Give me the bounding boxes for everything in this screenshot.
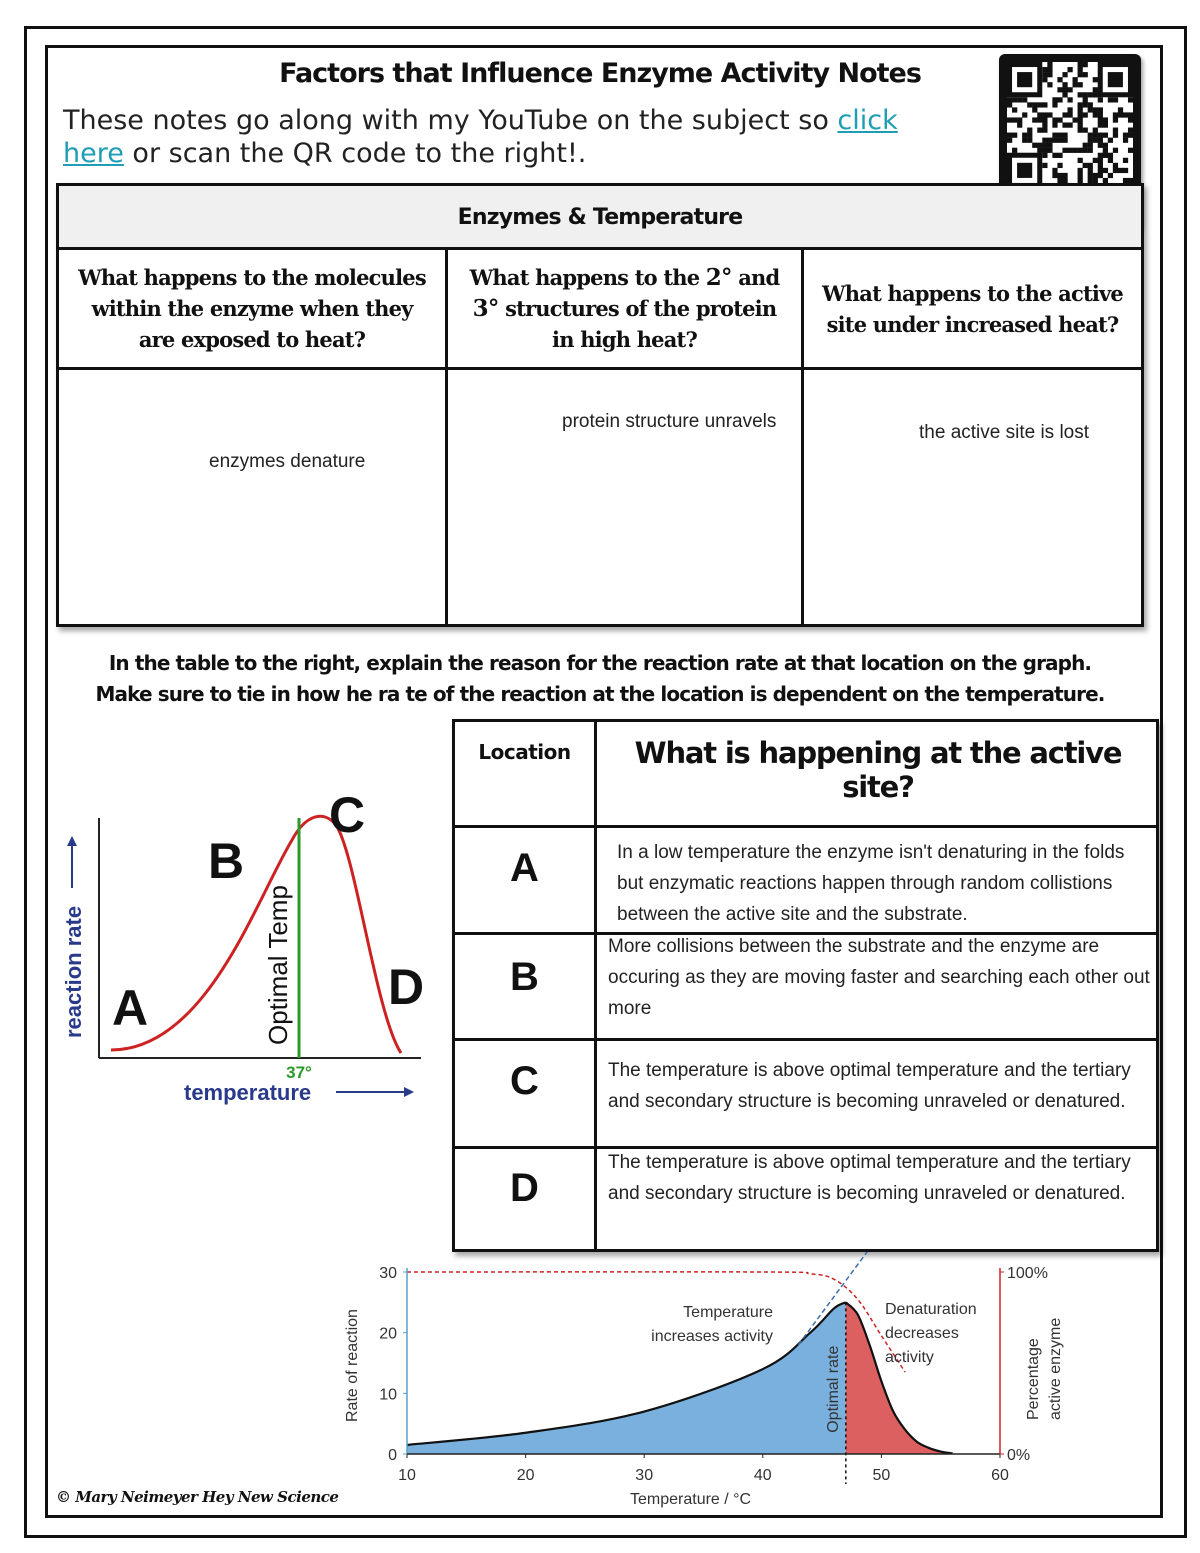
qr-module xyxy=(1012,148,1017,153)
qr-module xyxy=(1123,133,1128,138)
qr-module xyxy=(1098,163,1103,168)
question-molecules: What happens to the molecules within the enzyme when they are exposed to heat? xyxy=(59,250,445,370)
qr-module xyxy=(1052,168,1057,173)
row-divider xyxy=(455,1038,1156,1041)
right-axis-title-line1: Percentage xyxy=(1025,1338,1042,1420)
qr-module xyxy=(1088,143,1093,148)
temperature-table xyxy=(56,183,1144,627)
qr-module xyxy=(1052,173,1057,178)
qr-finder-center xyxy=(1017,163,1032,178)
x-tick-label: 40 xyxy=(753,1467,772,1484)
qr-module xyxy=(1047,143,1052,148)
qr-module xyxy=(1113,148,1118,153)
answer-structures[interactable]: protein structure unravels xyxy=(562,411,777,432)
qr-module xyxy=(1093,77,1098,82)
x-tick-label: 10 xyxy=(398,1467,416,1484)
y-axis-label: reaction rate xyxy=(61,905,86,1038)
qr-module xyxy=(1093,112,1098,117)
optimal-value-label: 37° xyxy=(286,1063,312,1082)
qr-module xyxy=(1108,173,1113,178)
qr-module xyxy=(1012,107,1017,112)
qr-module xyxy=(1128,97,1133,102)
qr-module xyxy=(1098,138,1103,143)
qr-module xyxy=(1017,117,1022,122)
qr-module xyxy=(1037,148,1042,153)
qr-module xyxy=(1062,87,1067,92)
y-tick-label: 20 xyxy=(379,1325,397,1343)
qr-module xyxy=(1067,107,1072,112)
location-d: D xyxy=(510,1166,539,1210)
qr-module xyxy=(1083,97,1088,102)
click-link[interactable]: click xyxy=(837,105,898,136)
question-text: structures of the protein in high heat? xyxy=(498,296,777,352)
qr-module xyxy=(1032,143,1037,148)
x-tick-label: 50 xyxy=(872,1467,891,1484)
active-site-header: What is happening at the active site? xyxy=(634,736,1122,804)
qr-finder-center xyxy=(1017,72,1032,87)
qr-module xyxy=(1093,173,1098,178)
location-header: Location xyxy=(478,740,571,764)
qr-module xyxy=(1062,173,1067,178)
qr-module xyxy=(1027,138,1032,143)
point-d-label: D xyxy=(388,959,425,1015)
qr-module xyxy=(1067,67,1072,72)
qr-module xyxy=(1103,117,1108,122)
qr-module xyxy=(1042,117,1047,122)
y-tick-label: 0 xyxy=(388,1447,397,1464)
qr-module xyxy=(1042,153,1047,158)
qr-module xyxy=(1098,112,1103,117)
qr-module xyxy=(1083,92,1088,97)
qr-module xyxy=(1093,128,1098,133)
qr-module xyxy=(1062,133,1067,138)
qr-module xyxy=(1103,148,1108,153)
qr-code-image xyxy=(1007,62,1133,188)
qr-module xyxy=(1093,138,1098,143)
qr-module xyxy=(1062,82,1067,87)
qr-module xyxy=(1108,153,1113,158)
qr-module xyxy=(1078,122,1083,127)
qr-module xyxy=(1098,153,1103,158)
qr-module xyxy=(1113,97,1118,102)
point-c-label: C xyxy=(329,787,366,843)
qr-module xyxy=(1057,163,1062,168)
qr-module xyxy=(1017,122,1022,127)
annotation-denature-line2: decreases xyxy=(885,1325,959,1342)
intro-after: or scan the QR code to the right!. xyxy=(123,138,587,169)
qr-module xyxy=(1083,148,1088,153)
qr-module xyxy=(1093,87,1098,92)
x-tick-label: 30 xyxy=(635,1467,654,1484)
qr-module xyxy=(1088,92,1093,97)
qr-module xyxy=(1047,67,1052,72)
qr-module xyxy=(1088,138,1093,143)
point-a-label: A xyxy=(112,980,149,1036)
qr-module xyxy=(1113,133,1118,138)
qr-module xyxy=(1078,158,1083,163)
qr-module xyxy=(1128,112,1133,117)
qr-module xyxy=(1088,107,1093,112)
y-axis-title: Rate of reaction xyxy=(344,1309,361,1422)
qr-module xyxy=(1113,117,1118,122)
qr-module xyxy=(1022,138,1027,143)
qr-module xyxy=(1078,82,1083,87)
qr-module xyxy=(1098,168,1103,173)
qr-module xyxy=(1042,102,1047,107)
qr-module xyxy=(1057,138,1062,143)
qr-module xyxy=(1032,102,1037,107)
qr-module xyxy=(1078,117,1083,122)
qr-module xyxy=(1047,148,1052,153)
qr-module xyxy=(1098,107,1103,112)
row-b-text[interactable]: More collisions between the substrate and the enzyme are occuring as they are moving faster and searching each other out more xyxy=(608,936,1150,1019)
qr-module xyxy=(1093,92,1098,97)
qr-module xyxy=(1042,138,1047,143)
qr-module xyxy=(1027,133,1032,138)
qr-module xyxy=(1128,117,1133,122)
qr-module xyxy=(1037,143,1042,148)
qr-module xyxy=(1098,143,1103,148)
qr-module xyxy=(1073,148,1078,153)
row-divider xyxy=(455,825,1156,828)
qr-module xyxy=(1098,97,1103,102)
row-c-text[interactable]: The temperature is above optimal temperature and the tertiary and secondary structure is becoming unraveled or denatured. xyxy=(608,1060,1131,1112)
qr-module xyxy=(1093,107,1098,112)
qr-module xyxy=(1123,138,1128,143)
qr-module xyxy=(1118,112,1123,117)
qr-module xyxy=(1047,72,1052,77)
qr-module xyxy=(1022,97,1027,102)
page-title: Factors that Influence Enzyme Activity Notes xyxy=(279,58,921,89)
qr-module xyxy=(1057,153,1062,158)
qr-module xyxy=(1007,97,1012,102)
qr-module xyxy=(1047,112,1052,117)
qr-module xyxy=(1103,153,1108,158)
qr-module xyxy=(1052,153,1057,158)
qr-module xyxy=(1042,112,1047,117)
qr-module xyxy=(1088,173,1093,178)
qr-module xyxy=(1012,97,1017,102)
x-axis-arrowhead xyxy=(404,1087,414,1097)
qr-finder-center xyxy=(1108,72,1123,87)
qr-module xyxy=(1083,102,1088,107)
qr-module xyxy=(1057,77,1062,82)
qr-module xyxy=(1088,148,1093,153)
qr-module xyxy=(1088,168,1093,173)
qr-module xyxy=(1047,62,1052,67)
qr-module xyxy=(1083,62,1088,67)
qr-module xyxy=(1093,133,1098,138)
qr-module xyxy=(1037,117,1042,122)
qr-module xyxy=(1017,97,1022,102)
qr-module xyxy=(1037,128,1042,133)
qr-module xyxy=(1032,117,1037,122)
qr-module xyxy=(1052,138,1057,143)
qr-module xyxy=(1022,112,1027,117)
qr-module xyxy=(1083,128,1088,133)
qr-module xyxy=(1078,92,1083,97)
qr-module xyxy=(1083,143,1088,148)
qr-module xyxy=(1098,133,1103,138)
qr-module xyxy=(1007,102,1012,107)
qr-module xyxy=(1118,168,1123,173)
qr-module xyxy=(1057,133,1062,138)
rising-rate-area xyxy=(407,1302,846,1454)
qr-module xyxy=(1057,117,1062,122)
qr-module xyxy=(1088,133,1093,138)
qr-module xyxy=(1007,117,1012,122)
qr-module xyxy=(1062,122,1067,127)
question-text: What happens to the xyxy=(469,265,706,290)
qr-module xyxy=(1073,77,1078,82)
qr-module xyxy=(1032,107,1037,112)
qr-module xyxy=(1113,128,1118,133)
qr-module xyxy=(1123,168,1128,173)
annotation-denature-line3: activity xyxy=(885,1349,934,1366)
qr-module xyxy=(1042,163,1047,168)
qr-module xyxy=(1103,122,1108,127)
qr-module xyxy=(1093,158,1098,163)
qr-module xyxy=(1012,133,1017,138)
instructions-line1: In the table to the right, explain the reason for the reaction rate at that location on the graph. xyxy=(108,651,1092,675)
qr-module xyxy=(1078,168,1083,173)
qr-module xyxy=(1047,138,1052,143)
y-axis-arrowhead xyxy=(67,836,77,846)
optimal-rate-label: Optimal rate xyxy=(824,1345,842,1433)
qr-module xyxy=(1042,143,1047,148)
x-axis-label: temperature xyxy=(184,1080,312,1105)
qr-module xyxy=(1078,128,1083,133)
row-d-text[interactable]: The temperature is above optimal temperature and the tertiary and secondary structure is becoming unraveled or denatured. xyxy=(608,1152,1131,1204)
qr-module xyxy=(1083,72,1088,77)
qr-module xyxy=(1108,158,1113,163)
qr-module xyxy=(1098,122,1103,127)
qr-module xyxy=(1062,92,1067,97)
qr-module xyxy=(1123,158,1128,163)
qr-module xyxy=(1088,102,1093,107)
qr-module xyxy=(1052,133,1057,138)
here-link[interactable]: here xyxy=(63,138,124,169)
qr-module xyxy=(1042,77,1047,82)
qr-module xyxy=(1103,143,1108,148)
temperature-table-heading: Enzymes & Temperature xyxy=(59,186,1141,250)
annotation-increase-line1: Temperature xyxy=(683,1304,773,1321)
y-tick-label: 30 xyxy=(379,1265,397,1282)
qr-module xyxy=(1062,138,1067,143)
y-tick-label: 10 xyxy=(379,1386,397,1404)
qr-module xyxy=(1042,128,1047,133)
qr-module xyxy=(1067,112,1072,117)
qr-module xyxy=(1042,72,1047,77)
instructions-line2: Make sure to tie in how he ra te of the reaction at the location is dependent on the temperature. xyxy=(95,682,1105,706)
qr-module xyxy=(1083,163,1088,168)
x-tick-label: 20 xyxy=(516,1467,535,1484)
location-b: B xyxy=(510,955,539,999)
qr-module xyxy=(1057,173,1062,178)
question-secondary: 2° xyxy=(705,264,732,291)
question-active-site: What happens to the active site under increased heat? xyxy=(804,250,1141,370)
location-a: A xyxy=(510,846,539,890)
qr-module xyxy=(1073,82,1078,87)
intro-text xyxy=(63,104,963,170)
qr-module xyxy=(1078,107,1083,112)
qr-module xyxy=(1113,168,1118,173)
qr-module xyxy=(1067,148,1072,153)
qr-module xyxy=(1073,117,1078,122)
question-tertiary: 3° xyxy=(472,295,499,322)
rate-temperature-chart xyxy=(330,1252,1090,1512)
answer-molecules[interactable]: enzymes denature xyxy=(209,451,366,472)
qr-module xyxy=(1007,133,1012,138)
qr-module xyxy=(1062,112,1067,117)
qr-module xyxy=(1078,72,1083,77)
qr-module xyxy=(1088,163,1093,168)
intro-before: These notes go along with my YouTube on the subject so xyxy=(63,105,838,136)
right-tick-label: 0% xyxy=(1007,1447,1031,1464)
qr-module xyxy=(1027,102,1032,107)
qr-module xyxy=(1108,97,1113,102)
rate-curve xyxy=(111,816,401,1053)
qr-module xyxy=(1108,138,1113,143)
qr-module xyxy=(1083,112,1088,117)
qr-module xyxy=(1078,148,1083,153)
annotation-increase-line2: increases activity xyxy=(651,1328,773,1345)
qr-module xyxy=(1052,102,1057,107)
qr-module xyxy=(1042,67,1047,72)
question-structures xyxy=(448,250,801,370)
qr-module xyxy=(1078,173,1083,178)
location-table xyxy=(452,719,1159,1252)
qr-module xyxy=(1007,138,1012,143)
qr-module xyxy=(1022,133,1027,138)
qr-module xyxy=(1118,107,1123,112)
qr-module xyxy=(1128,133,1133,138)
point-b-label: B xyxy=(208,833,245,889)
x-tick-label: 60 xyxy=(991,1467,1009,1484)
qr-module xyxy=(1098,158,1103,163)
qr-module xyxy=(1062,148,1067,153)
optimal-temp-label: Optimal Temp xyxy=(263,885,293,1045)
right-axis-title-line2: active enzyme xyxy=(1047,1317,1064,1420)
qr-module xyxy=(1067,87,1072,92)
qr-module xyxy=(1037,112,1042,117)
qr-module xyxy=(1078,67,1083,72)
annotation-denature-line1: Denaturation xyxy=(885,1301,977,1318)
location-c: C xyxy=(510,1059,539,1103)
qr-module xyxy=(1113,112,1118,117)
reaction-rate-graph xyxy=(56,780,446,1110)
qr-module xyxy=(1123,112,1128,117)
right-tick-label: 100% xyxy=(1007,1265,1048,1282)
row-a-text[interactable]: In a low temperature the enzyme isn't denaturing in the folds but enzymatic reactions happen through random collistions between the active site and the substrate. xyxy=(617,842,1125,925)
qr-module xyxy=(1078,62,1083,67)
qr-module xyxy=(1128,148,1133,153)
qr-module xyxy=(1042,122,1047,127)
qr-module xyxy=(1037,102,1042,107)
qr-module xyxy=(1067,97,1072,102)
qr-module xyxy=(1052,122,1057,127)
qr-module xyxy=(1027,128,1032,133)
qr-module xyxy=(1047,82,1052,87)
qr-module xyxy=(1052,117,1057,122)
qr-module xyxy=(1012,117,1017,122)
copyright-credit: © Mary Neimeyer Hey New Science xyxy=(56,1488,339,1506)
answer-active-site[interactable]: the active site is lost xyxy=(919,422,1090,443)
qr-module xyxy=(1098,173,1103,178)
qr-module xyxy=(1128,128,1133,133)
qr-module xyxy=(1052,97,1057,102)
qr-module xyxy=(1078,102,1083,107)
qr-module xyxy=(1057,97,1062,102)
qr-module xyxy=(1113,163,1118,168)
question-text: and xyxy=(731,265,780,290)
qr-module xyxy=(1103,168,1108,173)
x-axis-title: Temperature / °C xyxy=(630,1491,752,1508)
qr-module xyxy=(1103,133,1108,138)
qr-module xyxy=(1078,112,1083,117)
qr-module xyxy=(1098,117,1103,122)
qr-module xyxy=(1062,72,1067,77)
qr-module xyxy=(1042,148,1047,153)
qr-module xyxy=(1067,122,1072,127)
instructions xyxy=(60,648,1140,710)
qr-module xyxy=(1057,87,1062,92)
